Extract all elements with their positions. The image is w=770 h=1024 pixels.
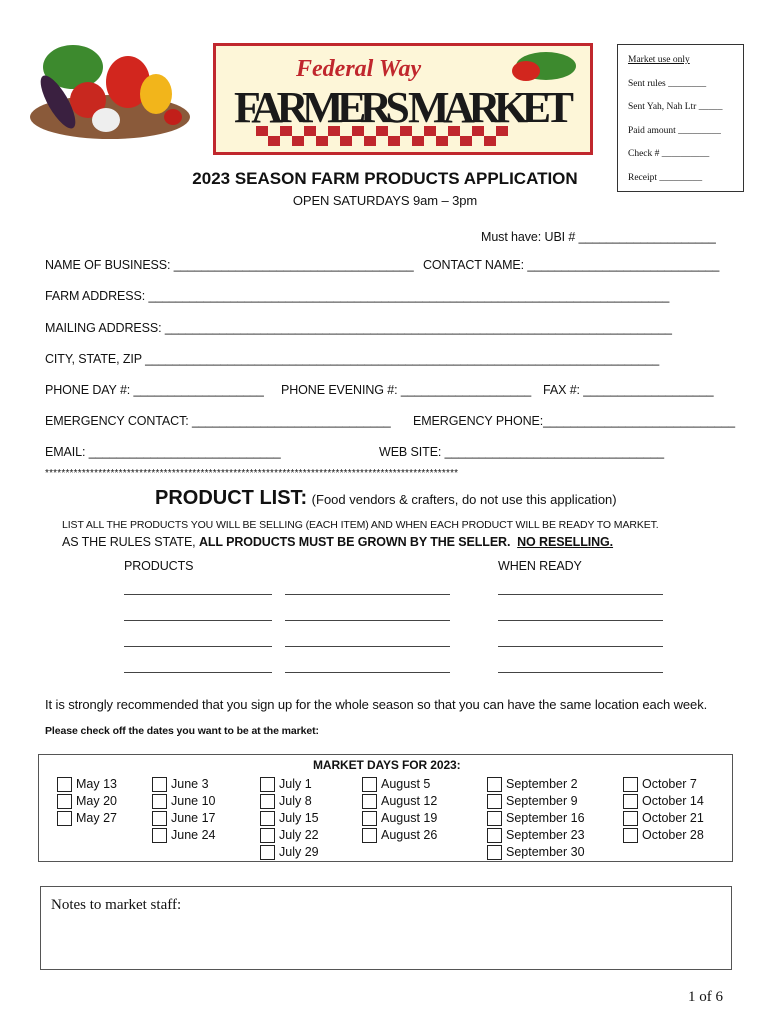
date-option[interactable]	[260, 810, 319, 827]
notes-box[interactable]	[40, 886, 732, 970]
checkbox[interactable]	[487, 794, 502, 809]
date-option[interactable]	[57, 793, 117, 810]
check-off-instructions: Please check off the dates you want to be at the market:	[45, 725, 319, 737]
when-ready-entry-line[interactable]	[498, 646, 663, 647]
phone-evening-field[interactable]: PHONE EVENING #: ___________________	[281, 383, 532, 397]
checkbox[interactable]	[623, 828, 638, 843]
date-label: August 5	[381, 777, 431, 791]
website-field[interactable]: WEB SITE: ________________________________	[379, 445, 664, 459]
date-label: October 7	[642, 777, 697, 791]
date-label: July 22	[279, 828, 319, 842]
date-option[interactable]	[487, 827, 585, 844]
checkbox[interactable]	[152, 828, 167, 843]
date-option[interactable]	[152, 776, 215, 793]
farmers-market-logo	[213, 43, 593, 155]
date-option[interactable]	[487, 844, 585, 861]
date-label: June 3	[171, 777, 209, 791]
checkbox[interactable]	[623, 811, 638, 826]
checkbox[interactable]	[487, 828, 502, 843]
date-column	[57, 776, 117, 827]
market-use-receipt: Receipt _________	[628, 172, 703, 183]
date-label: May 27	[76, 811, 117, 825]
date-option[interactable]	[260, 827, 319, 844]
product-entry-line[interactable]	[285, 672, 450, 673]
checkbox[interactable]	[57, 794, 72, 809]
phone-day-field[interactable]: PHONE DAY #: ___________________	[45, 383, 264, 397]
date-option[interactable]	[152, 793, 215, 810]
date-column	[623, 776, 704, 844]
date-option[interactable]	[152, 827, 215, 844]
email-field[interactable]: EMAIL: ____________________________	[45, 445, 281, 459]
date-label: May 13	[76, 777, 117, 791]
date-label: October 14	[642, 794, 704, 808]
date-option[interactable]	[623, 810, 704, 827]
date-option[interactable]	[260, 776, 319, 793]
market-use-title: Market use only	[628, 55, 690, 65]
checkbox[interactable]	[260, 845, 275, 860]
checkbox[interactable]	[623, 794, 638, 809]
product-entry-line[interactable]	[124, 620, 272, 621]
date-label: October 21	[642, 811, 704, 825]
market-use-sent-rules: Sent rules ________	[628, 78, 707, 89]
product-entry-line[interactable]	[285, 594, 450, 595]
emergency-contact-field[interactable]: EMERGENCY CONTACT: _____________________________	[45, 414, 391, 428]
vegetables-photo	[28, 22, 193, 140]
date-label: May 20	[76, 794, 117, 808]
date-option[interactable]	[362, 827, 437, 844]
when-ready-entry-line[interactable]	[498, 620, 663, 621]
product-list-note: (Food vendors & crafters, do not use this application)	[311, 492, 617, 507]
date-label: August 26	[381, 828, 438, 842]
page-title: 2023 SEASON FARM PRODUCTS APPLICATION	[192, 169, 578, 188]
rules-text: AS THE RULES STATE,	[62, 535, 199, 549]
date-label: July 8	[279, 794, 312, 808]
market-days-title: MARKET DAYS FOR 2023:	[313, 758, 461, 772]
date-option[interactable]	[57, 810, 117, 827]
product-entry-line[interactable]	[285, 646, 450, 647]
date-label: September 9	[506, 794, 578, 808]
date-label: June 17	[171, 811, 216, 825]
checkbox[interactable]	[152, 811, 167, 826]
date-option[interactable]	[487, 793, 585, 810]
logo-line1: Federal Way	[296, 56, 422, 82]
checkbox[interactable]	[57, 777, 72, 792]
contact-name-field[interactable]: CONTACT NAME: ____________________________	[423, 258, 720, 272]
checkbox[interactable]	[623, 777, 638, 792]
checkbox[interactable]	[362, 811, 377, 826]
product-instructions: LIST ALL THE PRODUCTS YOU WILL BE SELLING (EACH ITEM) AND WHEN EACH PRODUCT WILL BE READY TO MARKET.	[62, 519, 659, 531]
checkbox[interactable]	[362, 794, 377, 809]
no-reselling-text: NO RESELLING.	[517, 535, 614, 549]
date-label: September 30	[506, 845, 585, 859]
date-label: September 23	[506, 828, 585, 842]
product-list-heading: PRODUCT LIST:	[155, 487, 308, 509]
business-name-field[interactable]: NAME OF BUSINESS: ___________________________________	[45, 258, 414, 272]
checkbox[interactable]	[487, 811, 502, 826]
emergency-phone-field[interactable]: EMERGENCY PHONE:____________________________	[413, 414, 735, 428]
date-option[interactable]	[57, 776, 117, 793]
date-label: August 12	[381, 794, 438, 808]
date-option[interactable]	[260, 844, 319, 861]
date-option[interactable]	[487, 776, 585, 793]
date-label: July 15	[279, 811, 319, 825]
product-entry-line[interactable]	[124, 672, 272, 673]
checkbox[interactable]	[260, 828, 275, 843]
when-ready-column-header: WHEN READY	[498, 559, 582, 573]
date-label: June 24	[171, 828, 216, 842]
date-label: September 16	[506, 811, 585, 825]
date-option[interactable]	[260, 793, 319, 810]
date-option[interactable]	[362, 793, 437, 810]
checkbox[interactable]	[362, 777, 377, 792]
logo-line2: FARMERS MARKET	[234, 83, 574, 132]
mailing-address-field[interactable]: MAILING ADDRESS: __________________________________________________________________________	[45, 321, 672, 335]
checkbox[interactable]	[260, 777, 275, 792]
date-option[interactable]	[362, 810, 437, 827]
product-entry-line[interactable]	[285, 620, 450, 621]
market-use-check: Check # __________	[628, 149, 710, 159]
product-entry-line[interactable]	[124, 646, 272, 647]
date-column	[487, 776, 585, 861]
grown-by-seller-text: ALL PRODUCTS MUST BE GROWN BY THE SELLER.	[198, 535, 511, 549]
checkbox[interactable]	[260, 811, 275, 826]
when-ready-entry-line[interactable]	[498, 672, 663, 673]
date-label: June 10	[171, 794, 216, 808]
market-use-paid: Paid amount _________	[628, 125, 721, 136]
separator-stars: *****************************************************************************************************	[45, 468, 459, 479]
date-label: September 2	[506, 777, 578, 791]
product-entry-line[interactable]	[124, 594, 272, 595]
products-column-header: PRODUCTS	[124, 559, 194, 573]
city-state-zip-field[interactable]: CITY, STATE, ZIP ___________________________________________________________________________	[45, 352, 660, 366]
checkbox[interactable]	[487, 845, 502, 860]
recommendation-text: It is strongly recommended that you sign up for the whole season so that you can have the same location each week.	[45, 697, 708, 712]
date-option[interactable]	[623, 793, 704, 810]
checkbox[interactable]	[152, 777, 167, 792]
page-subtitle: OPEN SATURDAYS 9am – 3pm	[292, 193, 478, 208]
date-label: July 29	[279, 845, 319, 859]
when-ready-entry-line[interactable]	[498, 594, 663, 595]
date-label: July 1	[279, 777, 312, 791]
checkbox[interactable]	[260, 794, 275, 809]
notes-label: Notes to market staff:	[51, 897, 182, 913]
date-option[interactable]	[152, 810, 215, 827]
date-option[interactable]	[623, 827, 704, 844]
date-column	[260, 776, 319, 861]
checkbox[interactable]	[487, 777, 502, 792]
market-use-sent-ltr: Sent Yah, Nah Ltr _____	[628, 102, 723, 112]
date-option[interactable]	[623, 776, 704, 793]
date-column	[152, 776, 215, 844]
date-column	[362, 776, 437, 844]
fax-field[interactable]: FAX #: ___________________	[543, 383, 714, 397]
checkbox[interactable]	[57, 811, 72, 826]
checkbox[interactable]	[152, 794, 167, 809]
date-option[interactable]	[487, 810, 585, 827]
checkbox[interactable]	[362, 828, 377, 843]
date-label: August 19	[381, 811, 438, 825]
page-number: 1 of 6	[688, 989, 723, 1005]
date-label: October 28	[642, 828, 704, 842]
ubi-field[interactable]: Must have: UBI # ____________________	[481, 230, 716, 244]
farm-address-field[interactable]: FARM ADDRESS: ____________________________________________________________________________	[45, 289, 670, 303]
date-option[interactable]	[362, 776, 437, 793]
